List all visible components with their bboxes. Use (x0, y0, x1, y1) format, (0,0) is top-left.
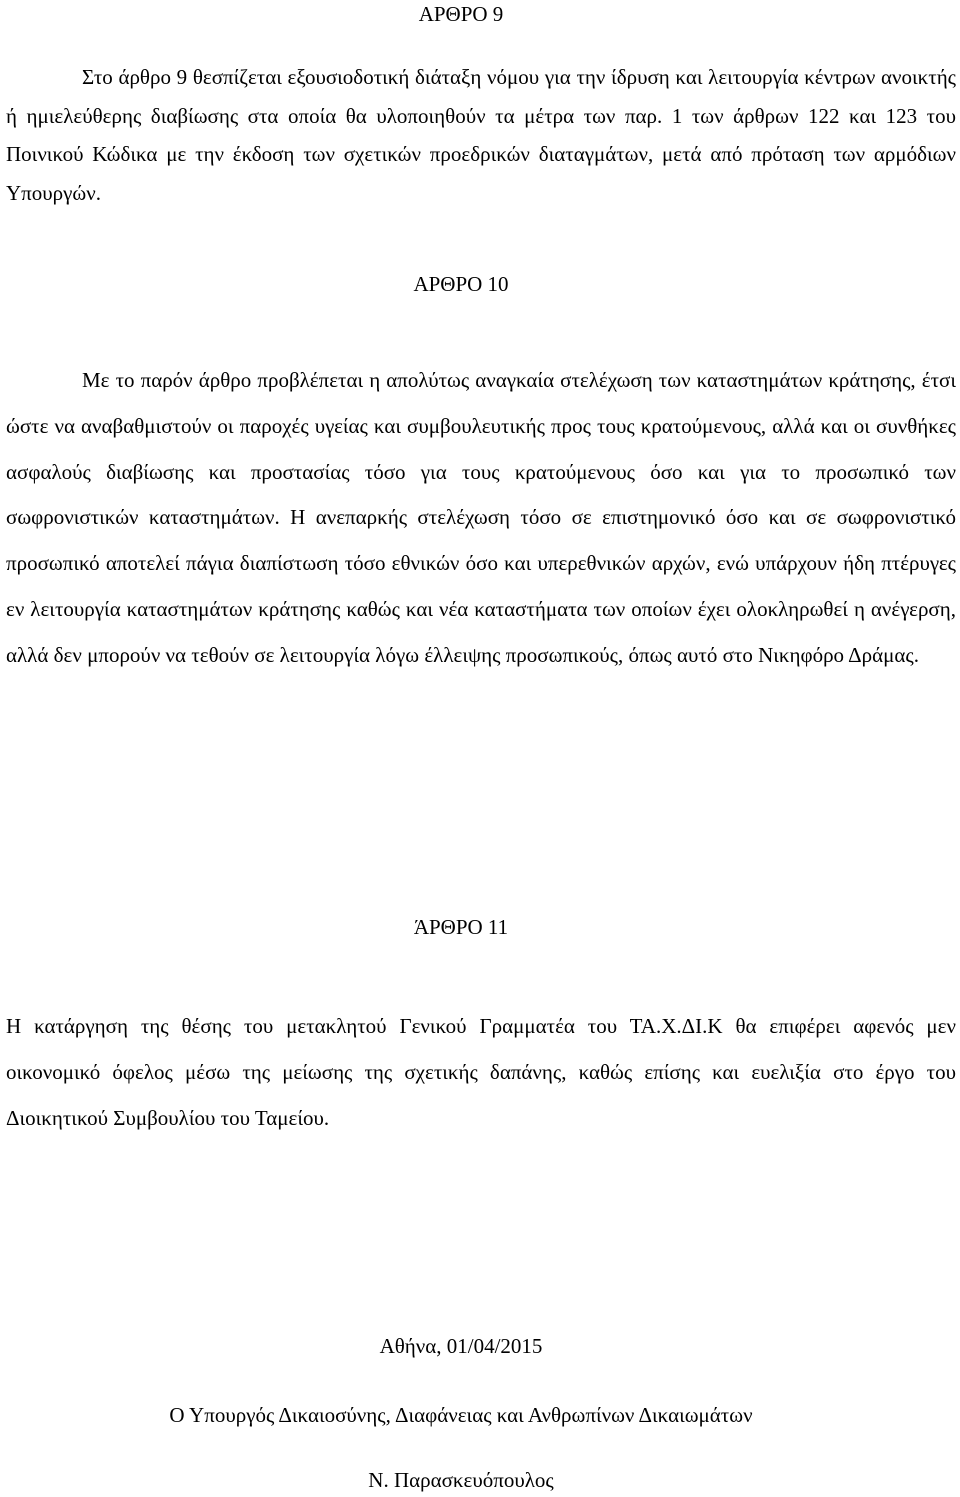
article-10-text: Με το παρόν άρθρο προβλέπεται η απολύτως αναγκαία στελέχωση των καταστημάτων κράτησης, έτσι ώστε να αναβαθμιστούν οι παροχές υγείας και συμβουλευτικής προς τους κρατούμενους, αλλά και οι συνθήκες ασφαλούς διαβίωσης και προστασίας τόσο για τους κρατούμενους όσο και για το προσωπικό των σωφρονιστικών καταστημάτων. Η ανεπαρκής στελέχωση τόσο σε επιστημονικό όσο και σε σωφρονιστικό προσωπικό αποτελεί πάγια διαπίστωση τόσο εθνικών όσο και υπερεθνικών αρχών, ενώ υπάρχουν ήδη πτέρυγες εν λειτουργία καταστημάτων κράτησης καθώς και νέα καταστήματα των οποίων έχει ολοκληρωθεί η ανέγερση, αλλά δεν μπορούν να τεθούν σε λειτουργία λόγω έλλειψης προσωπικούς, όπως αυτό στο Νικηφόρο Δράμας. (6, 368, 956, 667)
article-9-paragraph (6, 58, 956, 212)
minister-name: Ν. Παρασκευόπουλος (368, 1468, 554, 1492)
article-11-heading: ΆΡΘΡΟ 11 (413, 915, 509, 939)
article-9-text: Στο άρθρο 9 θεσπίζεται εξουσιοδοτική διάταξη νόμου για την ίδρυση και λειτουργία κέντρων ανοικτής ή ημιελεύθερης διαβίωσης στα οποία θα υλοποιηθούν τα μέτρα των παρ. 1 των άρθρων 122 και 123 του Ποινικού Κώδικα με την έκδοση των σχετικών προεδρικών διαταγμάτων, μετά από πρόταση των αρμόδιων Υπουργών. (6, 65, 956, 205)
article-10-paragraph (6, 358, 956, 679)
article-9-heading: ΑΡΘΡΟ 9 (418, 2, 504, 26)
article-11-text: Η κατάργηση της θέσης του μετακλητού Γενικού Γραμματέα του ΤΑ.Χ.ΔΙ.Κ θα επιφέρει αφενός μεν οικονομικό όφελος μέσω της μείωσης της σχετικής δαπάνης, καθώς επίσης και ευελιξία στο έργο του Διοικητικού Συμβουλίου του Ταμείου. (6, 1014, 956, 1130)
minister-title: Ο Υπουργός Δικαιοσύνης, Διαφάνειας και Ανθρωπίνων Δικαιωμάτων (169, 1403, 753, 1427)
place-date: Αθήνα, 01/04/2015 (379, 1334, 543, 1358)
article-10-heading: ΑΡΘΡΟ 10 (413, 272, 509, 296)
article-11-paragraph (6, 1003, 956, 1141)
